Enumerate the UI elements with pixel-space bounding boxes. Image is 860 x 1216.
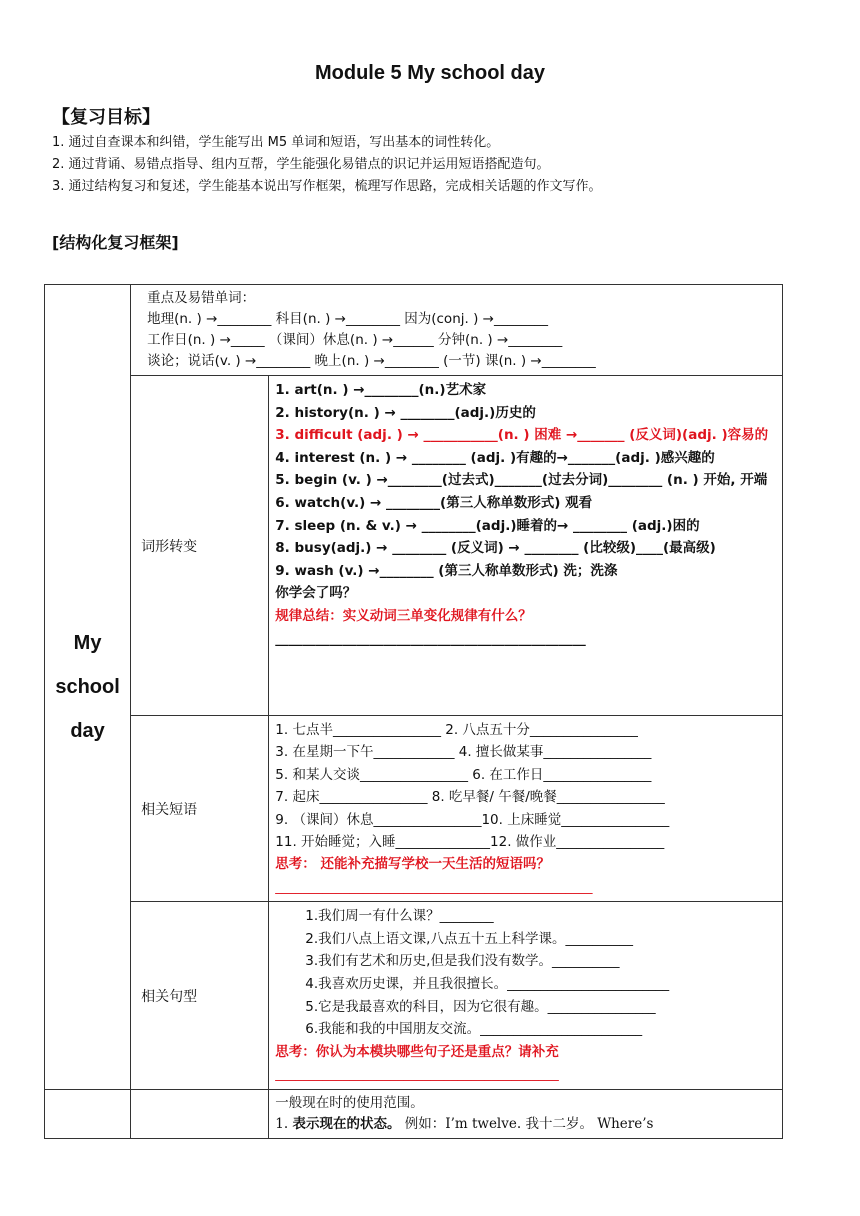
side-label-line: My	[73, 632, 102, 654]
morph-line: 8. busy(adj.) → ________ (反义词) → ________ (比较级)____(最高级)	[275, 540, 716, 557]
vocab-line: 地理(n. ) →________ 科目(n. ) →________ 因为(conj. ) →________	[147, 311, 548, 327]
phrase-line: 5. 和某人交谈________________ 6. 在工作日________________	[275, 766, 652, 783]
objective-item: 1. 通过自查课本和纠错，学生能写出 M5 单词和短语，写出基本的词性转化。	[52, 135, 500, 150]
morph-line: 4. interest (n. ) → ________ (adj. )有趣的→_______(adj. )感兴趣的	[275, 449, 715, 466]
sentence-line: 1.我们周一有什么课？________	[305, 908, 494, 925]
grammar-example: 例如：I’m twelve. 我十二岁。 Where’s	[400, 1116, 654, 1132]
grammar-number: 1.	[275, 1116, 293, 1132]
empty-cell	[131, 1090, 269, 1139]
side-label-line: school	[55, 676, 120, 698]
vocab-cell	[131, 285, 783, 376]
phrase-line: 9. （课间）休息________________10. 上床睡觉________________	[275, 811, 670, 828]
sentences-row	[45, 902, 783, 1090]
morph-cell	[269, 376, 783, 716]
objectives-heading: 【复习目标】	[52, 107, 160, 128]
morph-line: 1. art(n. ) →________(n.)艺术家	[275, 382, 487, 398]
morph-line: 3. difficult (adj. ) → ___________(n. ) 困难 →_______ (反义词)(adj. )容易的	[275, 427, 769, 444]
side-label	[45, 285, 131, 1090]
sentence-line: 2.我们八点上语文课,八点五十五上科学课。__________	[305, 930, 633, 947]
framework-heading: [结构化复习框架]	[52, 233, 179, 252]
sentence-line: 4.我喜欢历史课，并且我很擅长。________________________	[305, 976, 670, 993]
morph-line: 5. begin (v. ) →________(过去式)_______(过去分词)________ (n. ) 开始, 开端	[275, 472, 768, 489]
morph-line: 9. wash (v.) →________ (第三人称单数形式) 洗；洗涤	[275, 562, 618, 579]
morph-row	[45, 376, 783, 716]
sentence-line: 6.我能和我的中国朋友交流。________________________	[305, 1021, 643, 1038]
phrase-line: 7. 起床________________ 8. 吃早餐/ 午餐/晚餐________________	[275, 789, 665, 806]
morph-line: 6. watch(v.) → ________(第三人称单数形式) 观看	[275, 494, 593, 511]
grammar-cell	[269, 1090, 783, 1139]
page-title: Module 5 My school day	[314, 62, 546, 84]
vocab-row	[45, 285, 783, 376]
side-label-line: day	[70, 720, 105, 742]
morph-line: 你学会了吗？	[275, 585, 357, 602]
phrases-row	[45, 716, 783, 902]
morph-line: 7. sleep (n. & v.) → ________(adj.)睡着的→ ________ (adj.)困的	[275, 517, 700, 534]
phrases-cell	[269, 716, 783, 902]
grammar-point: 表示现在的状态。	[292, 1116, 401, 1132]
think-prompt: 思考：你认为本模块哪些句子还是重点？请补充	[275, 1043, 559, 1060]
grammar-row	[45, 1090, 783, 1139]
sentences-label: 相关句型	[131, 902, 269, 1090]
rule-summary: 规律总结：实义动词三单变化规律有什么？	[275, 607, 532, 624]
vocab-line: 重点及易错单词：	[147, 290, 256, 306]
sentence-line: 5.它是我最喜欢的科目，因为它很有趣。________________	[305, 998, 656, 1015]
answer-line: __________________________________________	[275, 1066, 559, 1083]
think-prompt: 思考： 还能补充描写学校一天生活的短语吗？	[275, 856, 550, 873]
objective-item: 3. 通过结构复习和复述，学生能基本说出写作框架，梳理写作思路，完成相关话题的作文写作。	[52, 179, 602, 194]
phrase-line: 1. 七点半________________ 2. 八点五十分________________	[275, 722, 638, 738]
grammar-line: 一般现在时的使用范围。	[275, 1095, 424, 1111]
sentences-cell	[269, 902, 783, 1090]
phrase-line: 3. 在星期一下午____________ 4. 擅长做某事________________	[275, 744, 652, 761]
review-framework-table	[44, 284, 783, 1139]
morph-line: 2. history(n. ) → ________(adj.)历史的	[275, 404, 536, 421]
objective-item: 2. 通过背诵、易错点指导、组内互帮，学生能强化易错点的识记并运用短语搭配造句。	[52, 157, 550, 172]
phrases-label: 相关短语	[131, 716, 269, 902]
answer-line: _______________________________________________	[275, 878, 593, 895]
sentence-line: 3.我们有艺术和历史,但是我们没有数学。__________	[305, 953, 620, 970]
grammar-line	[275, 1114, 776, 1135]
vocab-line: 谈论；说话(v. ) →________ 晚上(n. ) →________ (一节) 课(n. ) →________	[147, 353, 596, 369]
morph-label: 词形转变	[131, 376, 269, 716]
phrase-line: 11. 开始睡觉；入睡______________12. 做作业________________	[275, 834, 665, 851]
vocab-line: 工作日(n. ) →_____ （课间）休息(n. ) →______ 分钟(n. ) →________	[147, 332, 563, 348]
empty-cell	[45, 1090, 131, 1139]
answer-line: ______________________________________________	[275, 630, 586, 647]
